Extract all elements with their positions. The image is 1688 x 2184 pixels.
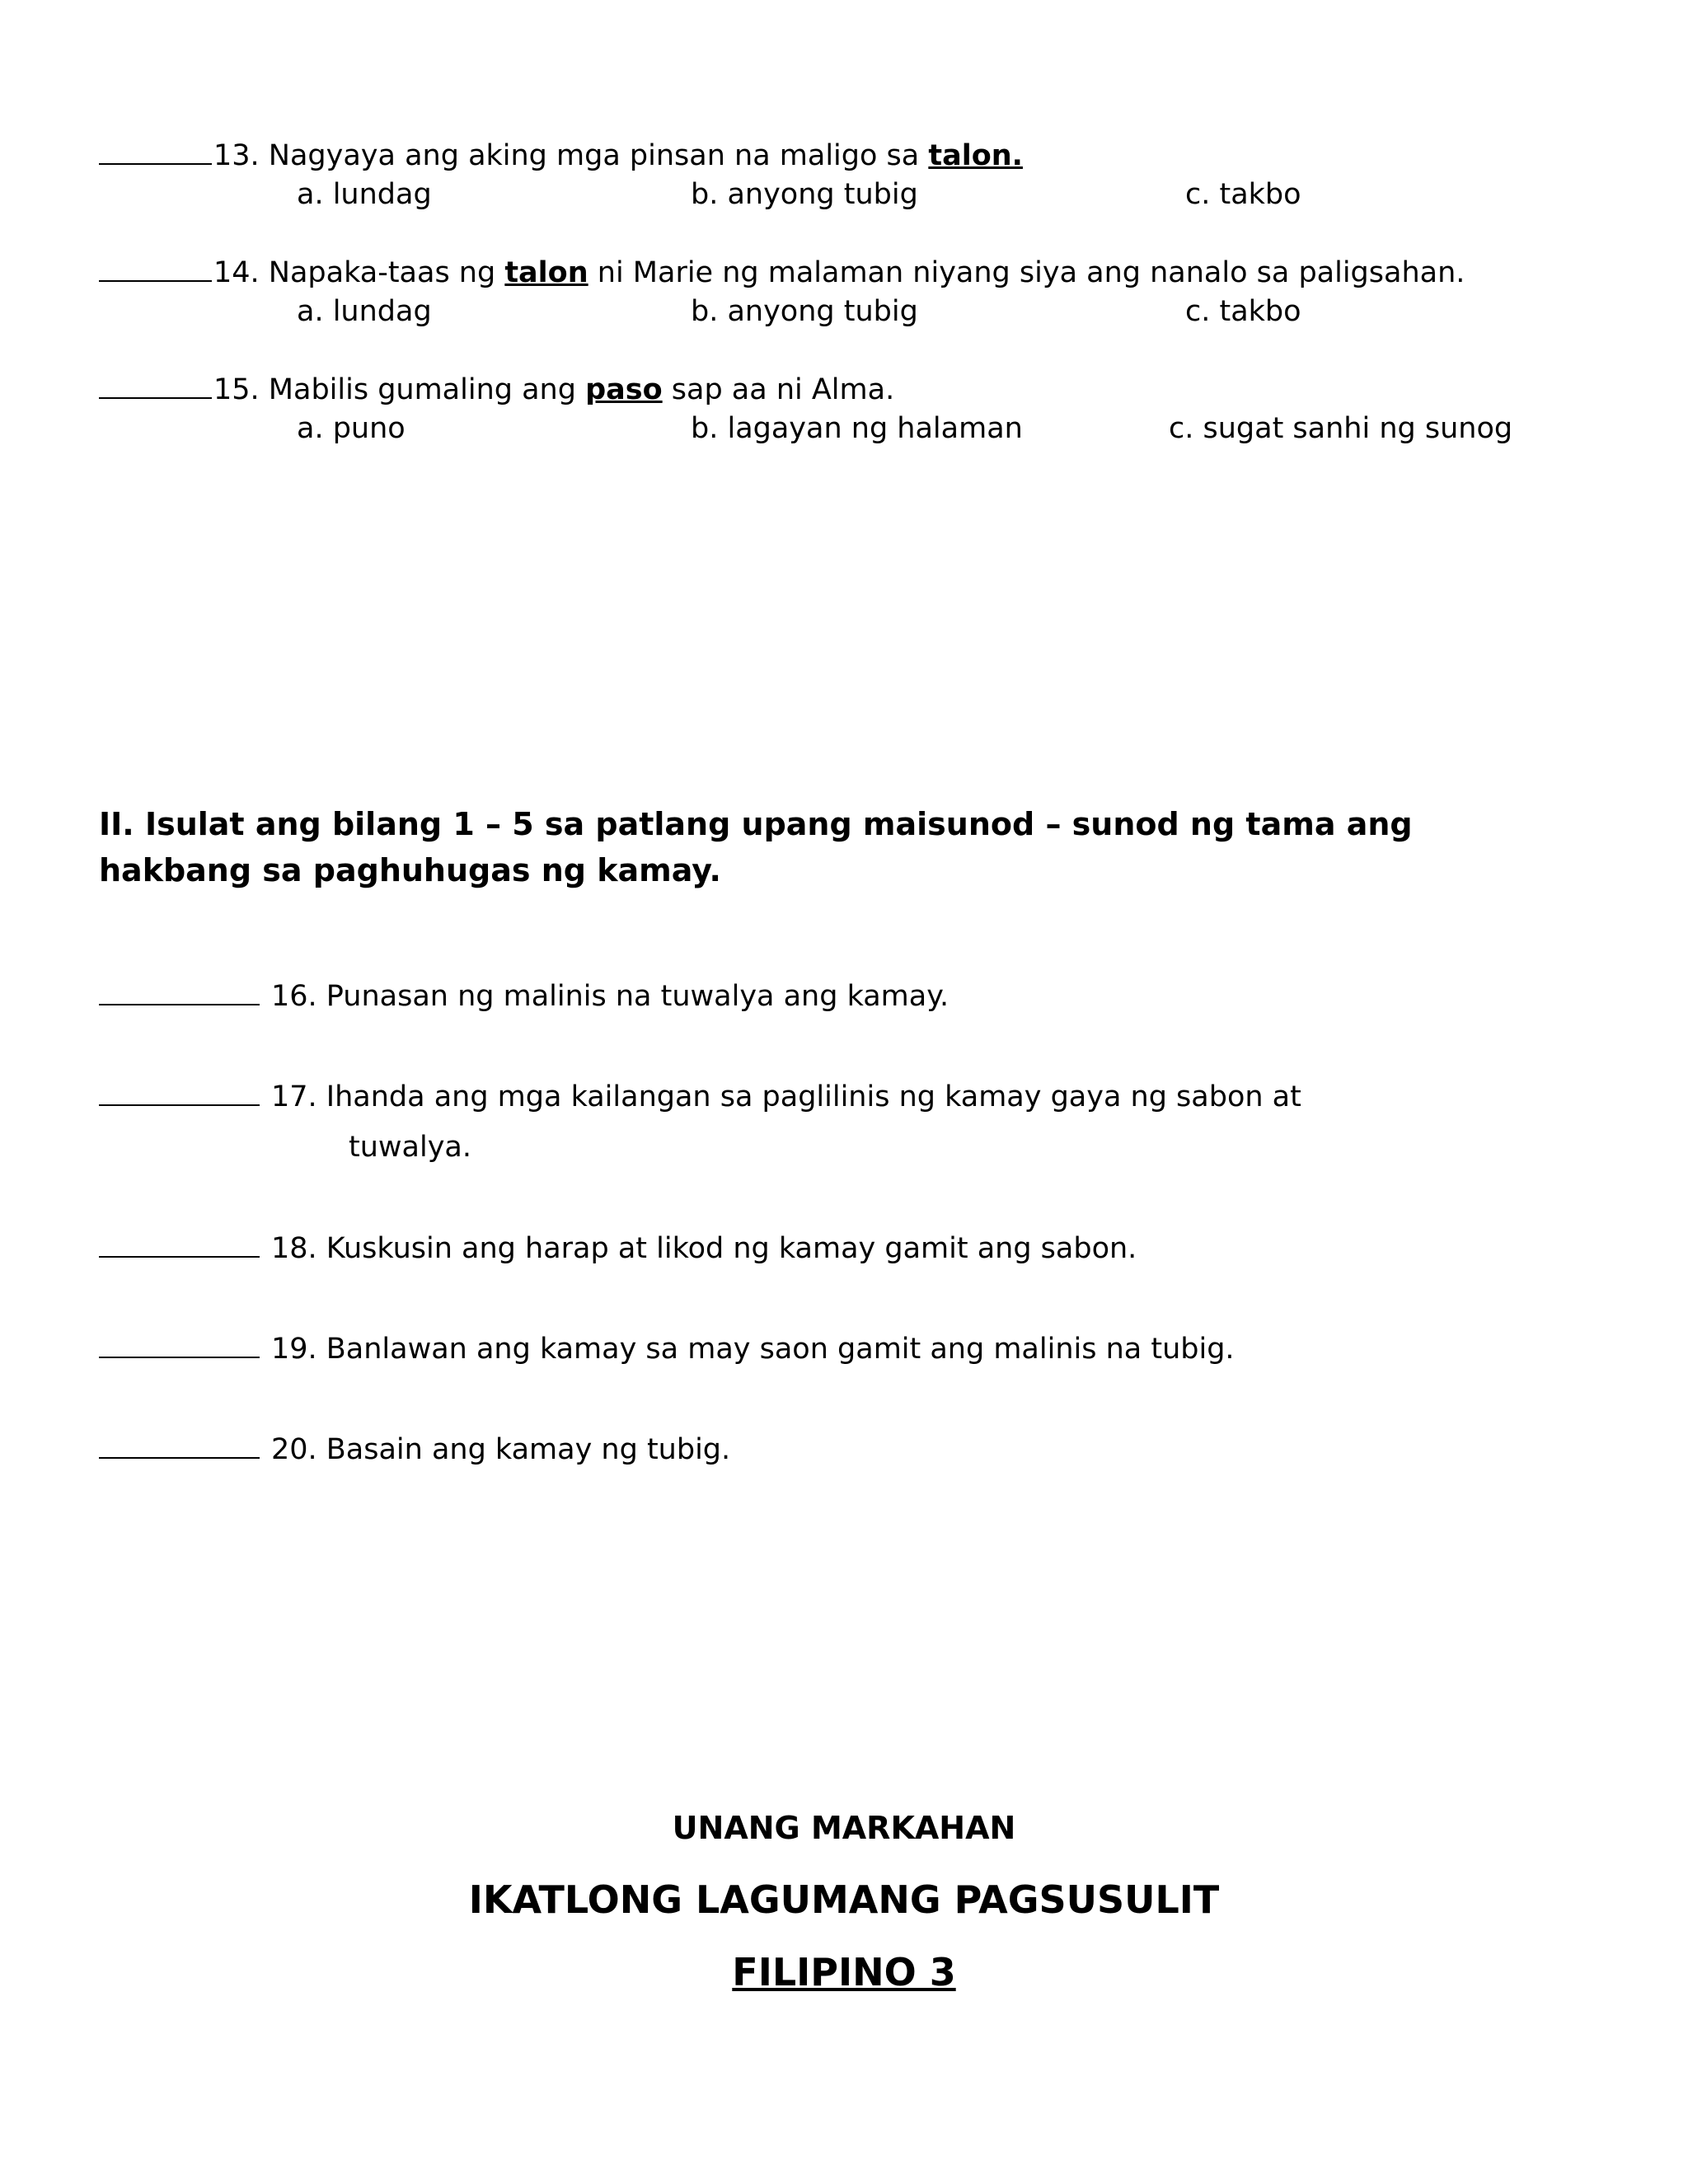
question-number: 15. bbox=[213, 373, 260, 406]
answer-blank[interactable] bbox=[99, 1080, 260, 1106]
subject-title: FILIPINO 3 bbox=[732, 1950, 956, 1994]
question-18 bbox=[99, 1231, 1137, 1265]
choice-b: b. anyong tubig bbox=[691, 295, 918, 328]
choice-b: b. lagayan ng halaman bbox=[691, 412, 1023, 445]
answer-blank[interactable] bbox=[99, 1332, 260, 1358]
answer-blank[interactable] bbox=[99, 373, 212, 399]
question-number: 14. bbox=[213, 256, 260, 289]
question-text: 16. Punasan ng malinis na tuwalya ang kamay. bbox=[271, 980, 950, 1013]
answer-blank[interactable] bbox=[99, 255, 212, 282]
highlighted-word: talon. bbox=[928, 139, 1023, 172]
quarter-title: UNANG MARKAHAN bbox=[672, 1810, 1016, 1846]
question-17-continuation: tuwalya. bbox=[349, 1131, 471, 1164]
question-17 bbox=[99, 1080, 1301, 1113]
question-19 bbox=[99, 1332, 1235, 1366]
choice-a: a. lundag bbox=[297, 178, 432, 211]
question-text: 19. Banlawan ang kamay sa may saon gamit ang malinis na tubig. bbox=[271, 1333, 1235, 1366]
question-13 bbox=[99, 138, 1023, 172]
choice-c: c. sugat sanhi ng sunog bbox=[1169, 412, 1513, 445]
question-text-end: sap aa ni Alma. bbox=[662, 373, 895, 406]
question-text: 20. Basain ang kamay ng tubig. bbox=[271, 1433, 731, 1466]
question-text: Napaka-taas ng bbox=[259, 256, 505, 289]
choice-b: b. anyong tubig bbox=[691, 178, 918, 211]
highlighted-word: paso bbox=[585, 373, 663, 406]
question-text: 17. Ihanda ang mga kailangan sa paglilinis ng kamay gaya ng sabon at bbox=[271, 1080, 1301, 1113]
choice-a: a. lundag bbox=[297, 295, 432, 328]
question-text-end: ni Marie ng malaman niyang siya ang nanalo sa paligsahan. bbox=[588, 256, 1465, 289]
choice-a: a. puno bbox=[297, 412, 406, 445]
section-2-instructions: II. Isulat ang bilang 1 – 5 sa patlang upang maisunod – sunod ng tama ang hakbang sa paghuhugas ng kamay. bbox=[99, 806, 1413, 888]
question-number: 13. bbox=[213, 139, 260, 172]
question-20 bbox=[99, 1432, 730, 1466]
question-text: Nagyaya ang aking mga pinsan na maligo sa bbox=[259, 139, 929, 172]
question-16 bbox=[99, 979, 949, 1013]
answer-blank[interactable] bbox=[99, 979, 260, 1005]
answer-blank[interactable] bbox=[99, 138, 212, 165]
test-title: IKATLONG LAGUMANG PAGSUSULIT bbox=[468, 1877, 1220, 1922]
choice-c: c. takbo bbox=[1185, 178, 1301, 211]
answer-blank[interactable] bbox=[99, 1432, 260, 1459]
question-text: Mabilis gumaling ang bbox=[259, 373, 586, 406]
answer-blank[interactable] bbox=[99, 1231, 260, 1258]
question-15 bbox=[99, 373, 894, 406]
question-14 bbox=[99, 255, 1465, 289]
highlighted-word: talon bbox=[504, 256, 588, 289]
choice-c: c. takbo bbox=[1185, 295, 1301, 328]
question-text: 18. Kuskusin ang harap at likod ng kamay gamit ang sabon. bbox=[271, 1232, 1137, 1265]
